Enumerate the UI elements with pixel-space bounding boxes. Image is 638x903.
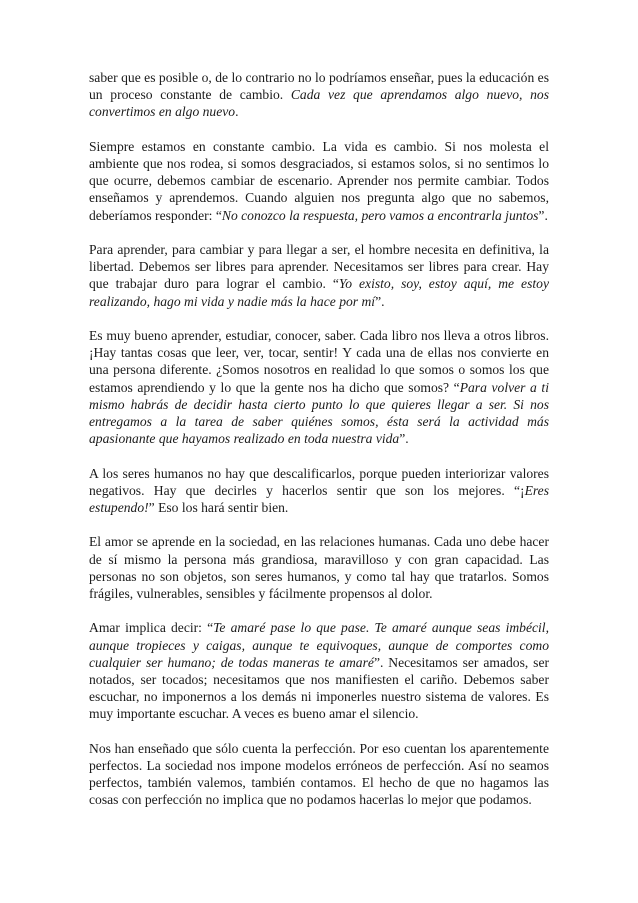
paragraph-text: Es muy bueno aprender, estudiar, conocer, saber. Cada libro nos lleva a otros libros. ¡Hay tantas cosas que leer, ver, tocar, sentir! Y cada una de ellas nos convierte en una persona diferente. ¿Somos nosotros en realidad lo que somos o somos los que estamos aprendiendo y lo que la gente nos ha dicho que somos? “: [89, 328, 549, 395]
paragraph-italic-text: Cada vez que aprendamos algo nuevo, nos convertimos en algo nuevo: [89, 87, 550, 120]
paragraph-text: .: [235, 104, 239, 120]
paragraph-text: Para aprender, para cambiar y para llegar a ser, el hombre necesita en definitiva, la libertad. Debemos ser libres para aprender. Necesitamos ser libres para crear. Hay que trabajar duro para lograr el cambio. “: [89, 242, 549, 292]
paragraph-text: ”. Necesitamos ser amados, ser notados, ser tocados; necesitamos que nos manifiesten el cariño. Debemos saber escuchar, no imponernos a los demás ni imponerles nuestro sistema de valores. Es muy importante escuchar. A veces es bueno amar el silencio.: [89, 654, 550, 722]
paragraph-italic-text: Te amaré pase lo que pase. Te amaré aunque seas imbécil, aunque tropieces y caigas, aunque te equivoques, aunque de comportes como cualquier ser humano; de todas maneras te amaré: [89, 620, 549, 670]
paragraph: [89, 138, 549, 224]
paragraph-text: ” Eso los hará sentir bien.: [148, 500, 289, 516]
paragraph-italic-text: Para volver a ti mismo habrás de decidir hasta cierto punto lo que quieres llegar a ser. Si nos entregamos a la tarea de saber quiénes somos, ésta será la actividad más apasionante que hayamos realizado en toda nuestra vida: [89, 379, 549, 447]
paragraph: [89, 465, 549, 517]
paragraph-text: Siempre estamos en constante cambio. La vida es cambio. Si nos molesta el ambiente que nos rodea, si somos desgraciados, si estamos solos, si no sentimos lo que ocurre, debemos cambiar de escenario. Aprender nos permite cambiar. Todos enseñamos y aprendemos. Cuando alguien nos pregunta algo que no sabemos, deberíamos responder: “: [89, 138, 549, 223]
paragraph-italic-text: Eres estupendo!: [89, 482, 549, 516]
paragraph-text: ”.: [375, 293, 385, 309]
paragraph-italic-text: Yo existo, soy, estoy aquí, me estoy realizando, hago mi vida y nadie más la hace por mí: [89, 276, 549, 309]
paragraph-text: ”.: [538, 207, 548, 223]
paragraph: [89, 69, 549, 121]
paragraph: [89, 327, 549, 447]
paragraph-text: ”.: [399, 431, 409, 447]
paragraph: [89, 533, 549, 602]
paragraph: [89, 619, 549, 722]
paragraph-italic-text: No conozco la respuesta, pero vamos a encontrarla juntos: [221, 207, 539, 223]
paragraph: [89, 241, 549, 310]
paragraph: [89, 740, 549, 809]
paragraph-text: saber que es posible o, de lo contrario no lo podríamos enseñar, pues la educación es un proceso constante de cambio.: [89, 70, 549, 103]
paragraph-text: Nos han enseñado que sólo cuenta la perfección. Por eso cuentan los aparentemente perfectos. La sociedad nos impone modelos erróneos de perfección. Así no seamos perfectos, también valemos, también contamos. El hecho de que no hagamos las cosas con perfección no implica que no podamos hacerlas lo mejor que podamos.: [89, 740, 549, 808]
paragraph-text: A los seres humanos no hay que descalificarlos, porque pueden interiorizar valores negativos. Hay que decirles y hacerlos sentir que son los mejores. “¡: [89, 465, 549, 498]
paragraph-text: El amor se aprende en la sociedad, en las relaciones humanas. Cada uno debe hacer de sí mismo la persona más grandiosa, maravilloso y con gran capacidad. Las personas no son objetos, son seres humanos, y como tal hay que tratarlos. Somos frágiles, vulnerables, sensibles y fácilmente propensos al dolor.: [89, 534, 549, 602]
paragraph-text: Amar implica decir: “: [89, 620, 214, 636]
